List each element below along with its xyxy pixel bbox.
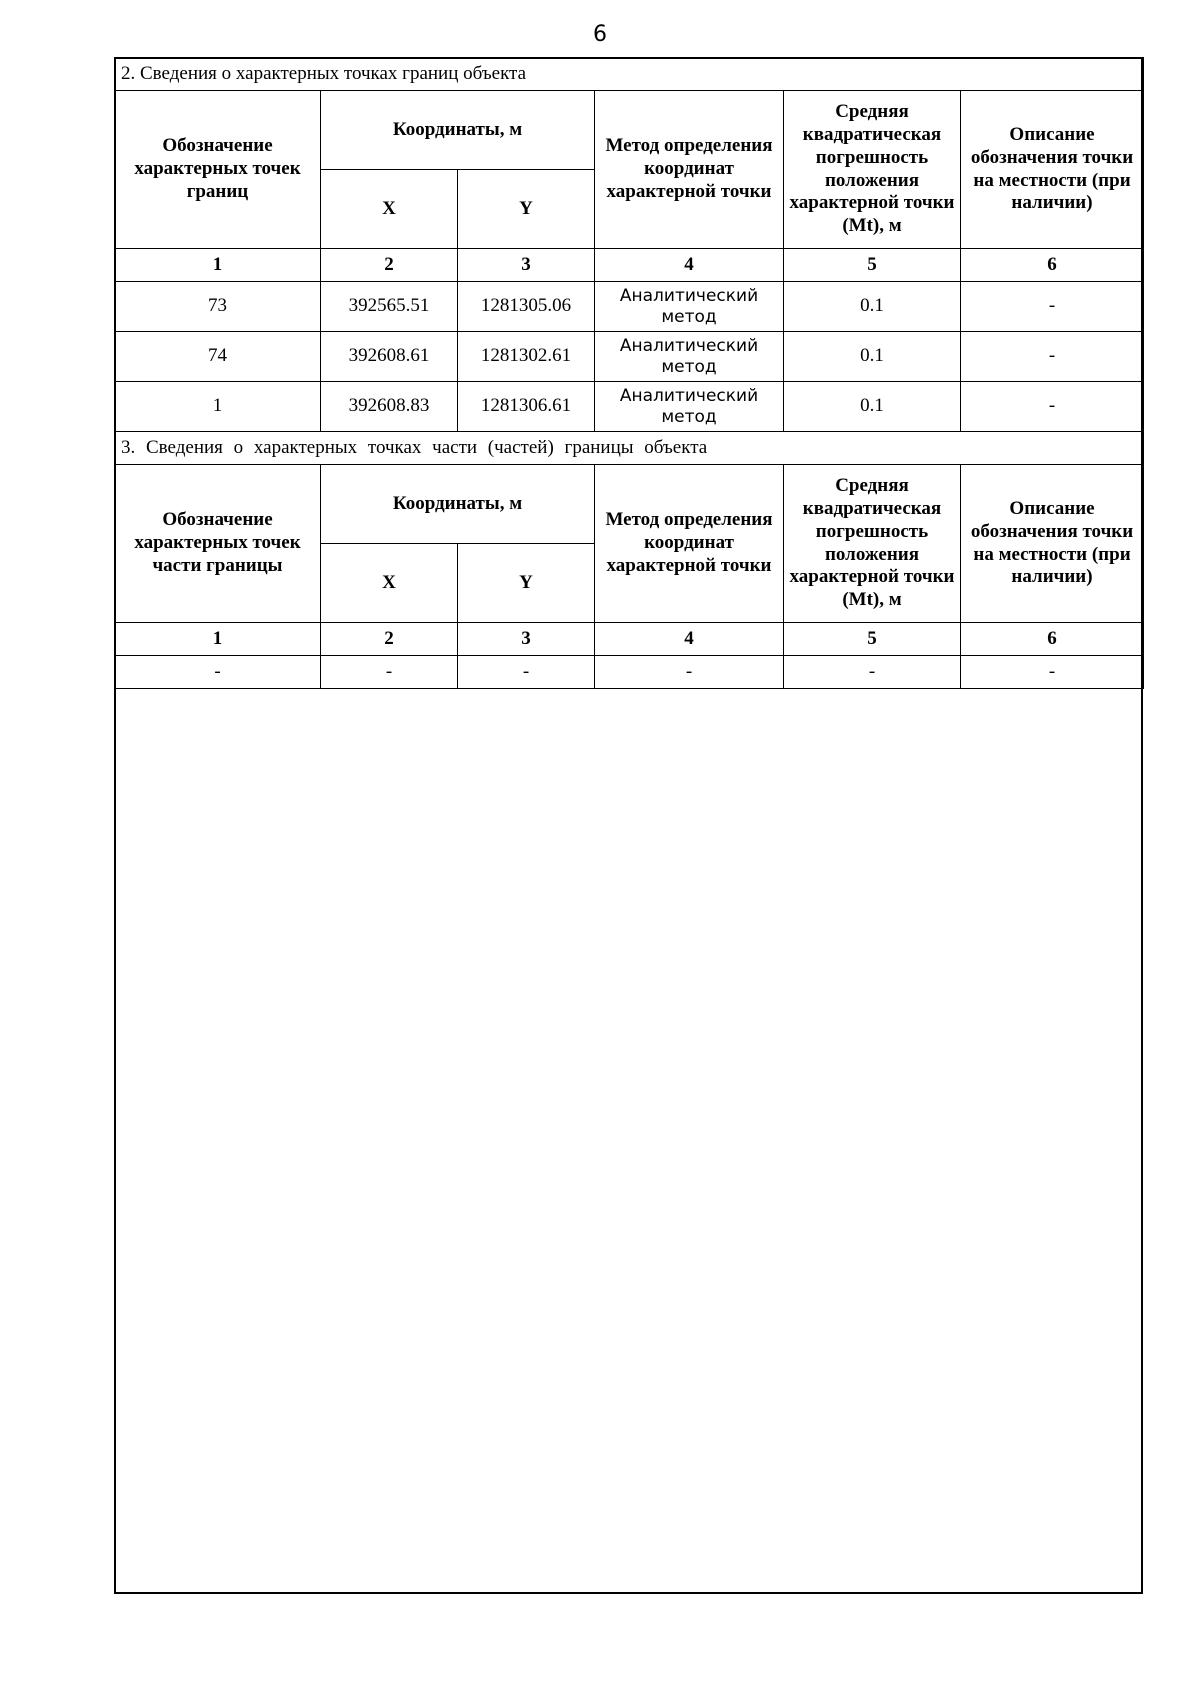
coordinate-x: 392608.61 (321, 332, 458, 382)
section2-header-description: Описание обозначения точки на местности (при наличии) (961, 91, 1144, 249)
point-description: - (961, 382, 1144, 432)
section3-header-method: Метод определения координат характерной точки (595, 465, 784, 623)
error-mt: 0.1 (784, 382, 961, 432)
column-number: 3 (458, 249, 595, 282)
section3-column-numbers (115, 623, 1144, 656)
method-text: Аналитический метод (619, 286, 759, 327)
method-cell: - (595, 656, 784, 689)
section2-column-numbers (115, 249, 1144, 282)
column-number: 3 (458, 623, 595, 656)
section3-header-x: X (321, 544, 458, 623)
point-description: - (961, 282, 1144, 332)
point-designation: 1 (115, 382, 321, 432)
section2-header-error: Средняя квадратическая погрешность положения характерной точки (Mt), м (784, 91, 961, 249)
section3-header-designation: Обозначение характерных точек части границы (115, 465, 321, 623)
section2-title: 2. Сведения о характерных точках границ объекта (115, 58, 1144, 91)
boundary-points-table (114, 57, 1144, 689)
point-designation: 74 (115, 332, 321, 382)
section2-header-y: Y (458, 170, 595, 249)
point-description: - (961, 656, 1144, 689)
point-designation: 73 (115, 282, 321, 332)
section2-header-method: Метод определения координат характерной точки (595, 91, 784, 249)
table-row (115, 656, 1144, 689)
coordinate-y: 1281306.61 (458, 382, 595, 432)
column-number: 1 (115, 249, 321, 282)
coordinate-y: 1281305.06 (458, 282, 595, 332)
method-cell (595, 282, 784, 332)
method-text: Аналитический метод (619, 386, 759, 427)
section3-header-error: Средняя квадратическая погрешность положения характерной точки (Mt), м (784, 465, 961, 623)
section2-header-coordinates: Координаты, м (321, 91, 595, 170)
coordinate-x: 392608.83 (321, 382, 458, 432)
column-number: 2 (321, 623, 458, 656)
coordinate-y: 1281302.61 (458, 332, 595, 382)
column-number: 1 (115, 623, 321, 656)
error-mt: - (784, 656, 961, 689)
section3-header-description: Описание обозначения точки на местности (при наличии) (961, 465, 1144, 623)
section2-header-designation: Обозначение характерных точек границ (115, 91, 321, 249)
column-number: 4 (595, 249, 784, 282)
column-number: 6 (961, 249, 1144, 282)
point-designation: - (115, 656, 321, 689)
section3-header-y: Y (458, 544, 595, 623)
column-number: 6 (961, 623, 1144, 656)
column-number: 4 (595, 623, 784, 656)
point-description: - (961, 332, 1144, 382)
coordinate-x: 392565.51 (321, 282, 458, 332)
page-number: 6 (593, 22, 607, 47)
coordinate-y: - (458, 656, 595, 689)
method-text: Аналитический метод (619, 336, 759, 377)
section3-header-coordinates: Координаты, м (321, 465, 595, 544)
section3-title: 3. Сведения о характерных точках части (частей) границы объекта (115, 432, 1144, 465)
table-row (115, 382, 1144, 432)
method-cell (595, 332, 784, 382)
column-number: 2 (321, 249, 458, 282)
table-row (115, 282, 1144, 332)
method-cell (595, 382, 784, 432)
error-mt: 0.1 (784, 332, 961, 382)
column-number: 5 (784, 249, 961, 282)
section2-header-x: X (321, 170, 458, 249)
error-mt: 0.1 (784, 282, 961, 332)
table-row (115, 332, 1144, 382)
coordinate-x: - (321, 656, 458, 689)
column-number: 5 (784, 623, 961, 656)
